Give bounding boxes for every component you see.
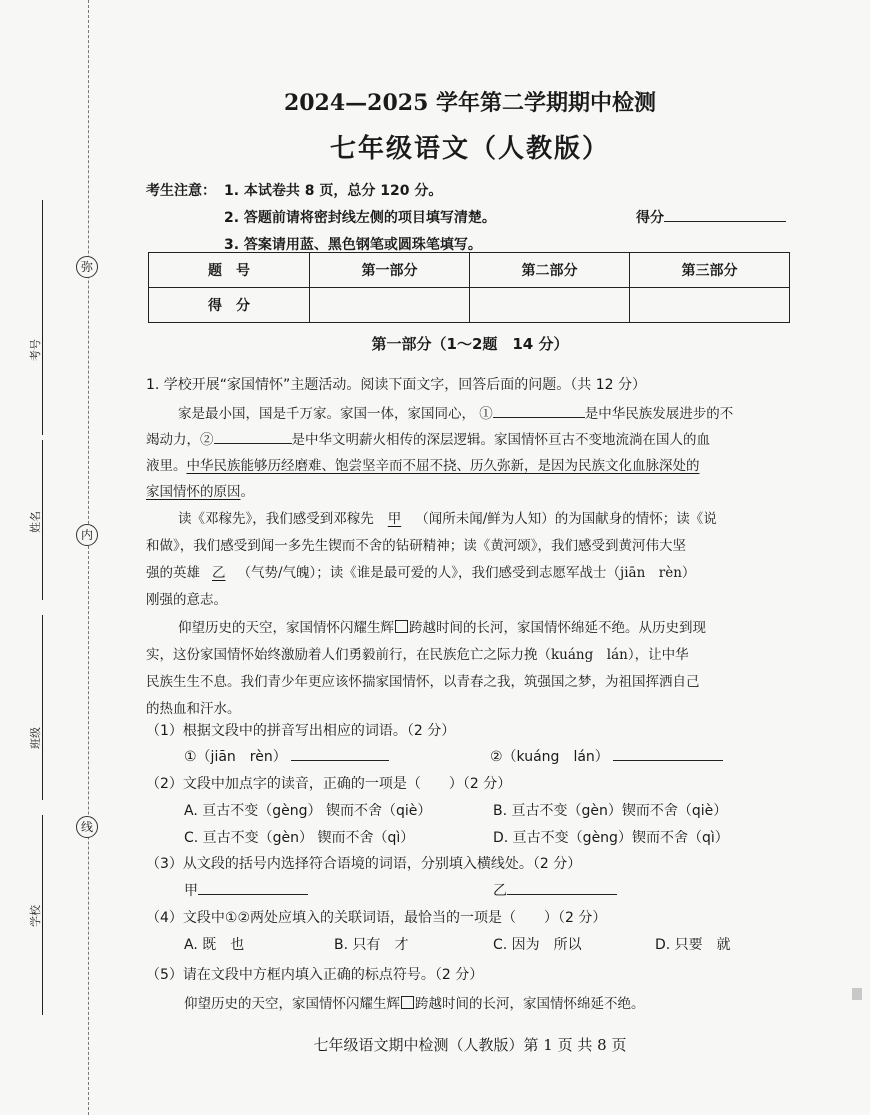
seal-ring-mi: 弥 [76, 256, 98, 278]
table-header-cell: 题 号 [149, 253, 310, 288]
para2-line1 [178, 507, 717, 527]
note-item-2: 2. 答题前请将密封线左侧的项目填写清楚。 [224, 210, 496, 226]
punctuation-box[interactable] [395, 620, 408, 633]
blank-2[interactable] [214, 429, 292, 444]
blank-jia[interactable]: 甲 [387, 511, 402, 527]
underlined-sentence-end: 家国情怀的原因 [146, 484, 241, 500]
para1-line3 [146, 454, 700, 474]
sub2-option-b[interactable]: B. 亘古不变（gèn）锲而不舍（qiè） [493, 803, 728, 819]
sub1-b-blank[interactable] [613, 746, 723, 761]
sub4-option-b[interactable]: B. 只有 才 [334, 937, 409, 953]
sub4-option-a[interactable]: A. 既 也 [184, 937, 245, 953]
para1-line2 [146, 428, 710, 448]
para2-text: 强的英雄 [146, 565, 200, 581]
para1-text: 是中华文明薪火相传的深层逻辑。家国情怀亘古不变地流淌在国人的血 [291, 432, 710, 448]
sub4-stem: （4）文段中①②两处应填入的关联词语，最恰当的一项是（ ）（2 分） [146, 910, 607, 926]
table-header-cell: 第二部分 [470, 253, 630, 288]
sub2-stem: （2）文段中加点字的读音，正确的一项是（ ）（2 分） [146, 776, 512, 792]
score-cell-part1[interactable] [310, 288, 470, 323]
score-cell-part2[interactable] [470, 288, 630, 323]
para3-line1 [178, 616, 706, 636]
table-row-label: 得 分 [149, 288, 310, 323]
class-label: 班级 [29, 727, 42, 749]
exam-number-line[interactable] [42, 200, 43, 435]
para3-line4: 的热血和汗水。 [146, 701, 241, 717]
para1-text: 是中华民族发展进步的不 [584, 406, 734, 422]
sub5-text: 跨越时间的长河，家国情怀绵延不绝。 [415, 996, 645, 1012]
para2-text: 读《邓稼先》，我们感受到邓稼先 [178, 511, 374, 527]
score-table-row [149, 288, 790, 323]
sub3-yi [493, 880, 617, 900]
para1-text: 液里。 [146, 458, 187, 474]
table-header-cell: 第三部分 [630, 253, 790, 288]
para3-line2: 实，这份家国情怀始终激励着人们勇毅前行，在民族危亡之际力挽（kuáng lán），让中华 [146, 647, 689, 663]
score-table [148, 252, 790, 323]
score-label: 得分 [636, 210, 664, 226]
sub5-punctuation-box[interactable] [401, 996, 414, 1009]
exam-number-label: 考号 [29, 339, 42, 361]
sub1-b-label: ②（kuáng lán） [490, 749, 609, 765]
sub2-option-a[interactable]: A. 亘古不变（gèng） 锲而不舍（qiè） [184, 803, 432, 819]
sub1-stem: （1）根据文段中的拼音写出相应的词语。（2 分） [146, 723, 456, 739]
sub3-jia-label: 甲 [184, 883, 198, 899]
para2-line4: 刚强的意志。 [146, 592, 227, 608]
seal-dashed-line [88, 0, 89, 1115]
blank-1[interactable] [493, 403, 585, 418]
table-header-cell: 第一部分 [310, 253, 470, 288]
score-field [636, 207, 786, 227]
para1-text: 家是最小国，国是千万家。家国一体，家国同心， [178, 406, 475, 422]
exam-subtitle: 七年级语文（人教版） [329, 134, 610, 164]
sub5-stem: （5）请在文段中方框内填入正确的标点符号。（2 分） [146, 967, 484, 983]
note-item-1: 1. 本试卷共 8 页，总分 120 分。 [224, 183, 443, 199]
sub3-jia-blank[interactable] [198, 880, 308, 895]
exam-title: 2024—2025 学年第二学期期中检测 [283, 90, 657, 116]
blank-yi[interactable]: 乙 [212, 565, 226, 581]
sub5-sentence [184, 992, 645, 1012]
sub4-option-c[interactable]: C. 因为 所以 [493, 937, 582, 953]
para3-text: 跨越时间的长河，家国情怀绵延不绝。从历史到现 [409, 620, 706, 636]
sub1-b [490, 746, 723, 766]
sub2-option-c[interactable]: C. 亘古不变（gèn） 锲而不舍（qì） [184, 830, 415, 846]
note-item-3: 3. 答案请用蓝、黑色钢笔或圆珠笔填写。 [224, 237, 482, 253]
name-label: 姓名 [29, 511, 42, 533]
para3-text: 仰望历史的天空，家国情怀闪耀生辉 [178, 620, 394, 636]
para2-text: （气势/气魄）；读《谁是最可爱的人》，我们感受到志愿军战士（jiān rèn） [237, 565, 696, 581]
page-footer: 七年级语文期中检测（人教版）第 1 页 共 8 页 [313, 1036, 627, 1054]
underlined-sentence: 中华民族能够历经磨难、饱尝坚辛而不屈不挠、历久弥新，是因为民族文化血脉深处的 [186, 458, 700, 474]
para1-line1 [178, 402, 733, 422]
sub5-text: 仰望历史的天空，家国情怀闪耀生辉 [184, 996, 400, 1012]
sub3-yi-label: 乙 [493, 883, 507, 899]
score-table-header-row [149, 253, 790, 288]
sub3-stem: （3）从文段的括号内选择符合语境的词语，分别填入横线处。（2 分） [146, 856, 582, 872]
section-heading: 第一部分（1～2题 14 分） [371, 335, 569, 353]
para2-line2: 和做》，我们感受到闻一多先生锲而不舍的钻研精神；读《黄河颂》，我们感受到黄河伟大坚 [146, 538, 686, 554]
para1-text: 竭动力， [146, 432, 200, 448]
score-cell-part3[interactable] [630, 288, 790, 323]
para1-period: 。 [240, 484, 254, 500]
blank-marker-2: ② [200, 432, 214, 448]
sub2-option-d[interactable]: D. 亘古不变（gèng）锲而不舍（qì） [493, 830, 729, 846]
para2-line3 [146, 561, 695, 581]
school-label: 学校 [29, 905, 42, 927]
scan-smudge [852, 988, 862, 1000]
question-1-stem: 1. 学校开展“家国情怀”主题活动。阅读下面文字，回答后面的问题。（共 12 分） [146, 377, 647, 393]
seal-ring-xian: 线 [76, 816, 98, 838]
sub1-a [184, 746, 389, 766]
para1-line4 [146, 480, 254, 500]
para2-text: （闻所未闻/鲜为人知）的为国献身的情怀；读《说 [415, 511, 717, 527]
blank-marker-1: ① [479, 406, 493, 422]
notes-label: 考生注意： [146, 183, 216, 199]
para3-line3: 民族生生不息。我们青少年更应该怀揣家国情怀，以青春之我，筑强国之梦，为祖国挥洒自己 [146, 674, 700, 690]
sub1-a-label: ①（jiān rèn） [184, 749, 287, 765]
sub3-jia [184, 880, 308, 900]
sub4-option-d[interactable]: D. 只要 就 [655, 937, 731, 953]
class-line[interactable] [42, 615, 43, 800]
sub1-a-blank[interactable] [291, 746, 389, 761]
seal-ring-nei: 内 [76, 524, 98, 546]
sub3-yi-blank[interactable] [507, 880, 617, 895]
score-blank[interactable] [664, 207, 786, 222]
